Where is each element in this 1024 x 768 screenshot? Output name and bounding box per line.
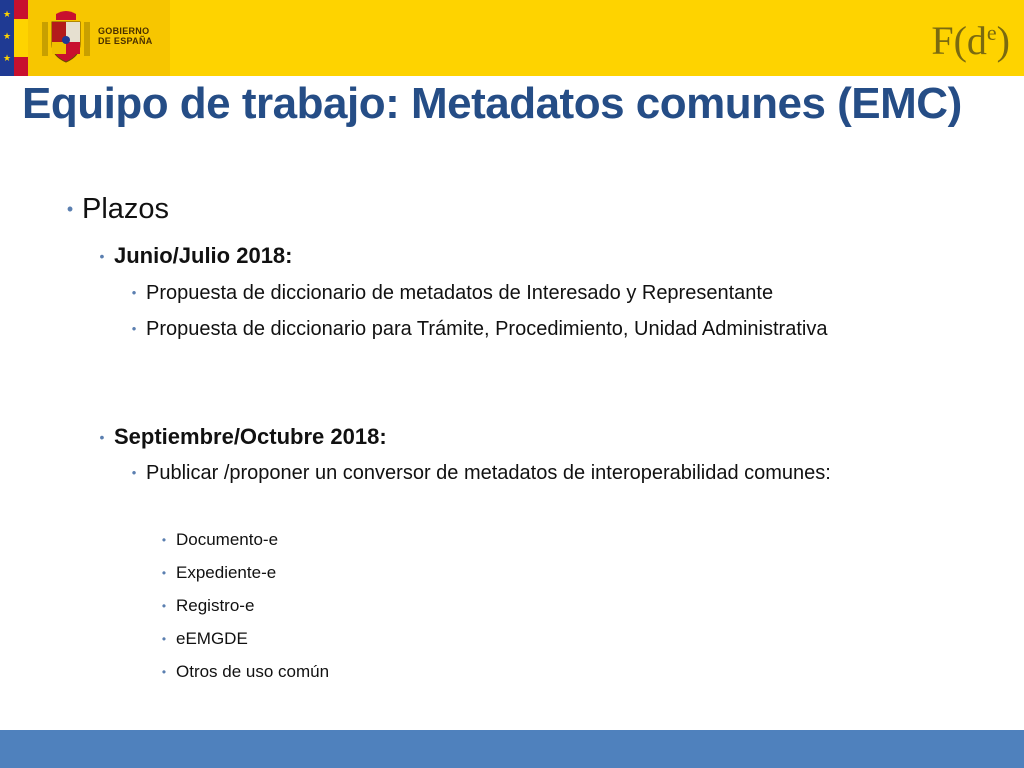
slide-title: Equipo de trabajo: Metadatos comunes (EMC) — [22, 79, 962, 128]
phase2-label: Septiembre/Octubre 2018: — [114, 424, 387, 449]
list-item — [152, 661, 329, 683]
fde-logo — [931, 10, 1010, 64]
phase2-item: Publicar /proponer un conversor de metadatos de interoperabilidad comunes: — [146, 462, 831, 484]
bullet-icon: • — [131, 285, 137, 300]
government-label — [98, 26, 153, 46]
phase2-heading — [90, 423, 387, 451]
phase2-subitem: eEMGDE — [176, 629, 248, 648]
list-item — [152, 595, 254, 617]
star-icon: ★ — [3, 53, 12, 63]
government-label-line2: DE ESPAÑA — [98, 36, 153, 46]
header-bar — [0, 0, 1024, 76]
list-item — [152, 529, 278, 551]
coat-of-arms-icon — [40, 8, 92, 66]
bullet-item-level1 — [58, 192, 169, 226]
phase1-heading — [90, 242, 293, 270]
government-label-line1: GOBIERNO — [98, 26, 150, 36]
star-icon: ★ — [3, 31, 12, 41]
phase2-subitem: Registro-e — [176, 596, 255, 615]
bullet-icon: • — [161, 533, 167, 547]
list-item — [122, 458, 942, 488]
bullet-icon: • — [99, 248, 105, 264]
bullet-icon: • — [131, 465, 137, 480]
bullet-icon: • — [131, 321, 137, 336]
bullet-icon: • — [161, 566, 167, 580]
bullet-icon: • — [161, 665, 167, 679]
phase1-item: Propuesta de diccionario para Trámite, Procedimiento, Unidad Administrativa — [146, 318, 828, 340]
eu-flag-strip — [0, 0, 14, 76]
bullet-icon: • — [161, 632, 167, 646]
footer-bar — [0, 730, 1024, 768]
list-item — [122, 278, 962, 308]
list-item — [152, 562, 276, 584]
fde-logo-superscript: e — [986, 20, 997, 45]
government-logo-panel — [28, 0, 170, 76]
fde-logo-main: F(d — [931, 18, 987, 63]
bullet-icon: • — [99, 429, 105, 445]
fde-logo-end: ) — [996, 18, 1010, 63]
phase1-item: Propuesta de diccionario de metadatos de Interesado y Representante — [146, 282, 774, 304]
phase2-subitem: Expediente-e — [176, 563, 277, 582]
star-icon: ★ — [3, 9, 12, 19]
phase2-subitem: Documento-e — [176, 530, 279, 549]
spain-flag-strip — [14, 0, 28, 76]
phase2-subitem: Otros de uso común — [176, 662, 330, 681]
phase1-label: Junio/Julio 2018: — [114, 243, 293, 268]
list-item — [122, 314, 882, 344]
list-item — [152, 628, 248, 650]
bullet-icon: • — [161, 599, 167, 613]
level1-label: Plazos — [82, 193, 170, 225]
bullet-icon: • — [66, 199, 74, 219]
